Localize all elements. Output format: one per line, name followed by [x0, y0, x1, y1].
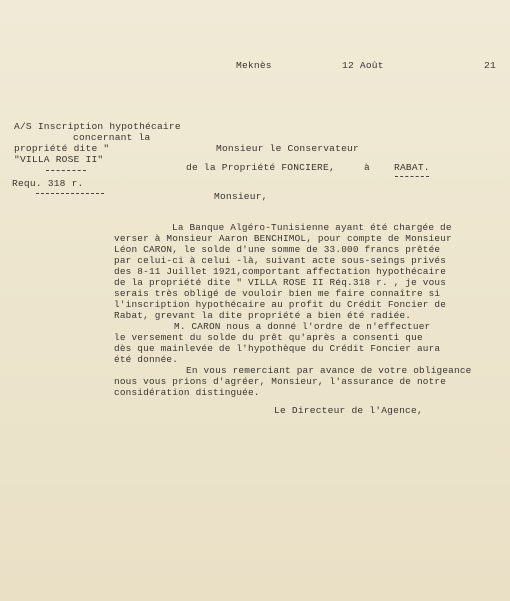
- body-line: des 8-11 Juillet 1921,comportant affectation hypothécaire: [114, 266, 447, 277]
- subject-line-1: A/S Inscription hypothécaire: [14, 121, 181, 132]
- header-year: 21: [484, 60, 496, 71]
- signature-line: Le Directeur de l'Agence,: [274, 405, 423, 416]
- body-line: Rabat, grevant la dite propriété a bien été radiée.: [114, 310, 412, 321]
- body-line: de la propriété dite " VILLA ROSE II Réq.318 r. , je vous: [114, 277, 447, 288]
- subject-line-4: "VILLA ROSE II": [14, 154, 104, 165]
- addressee-line-2b: à: [364, 162, 370, 173]
- subject-line-5: Requ. 318 r.: [12, 178, 84, 189]
- body-line: En vous remerciant par avance de votre obligeance: [186, 365, 472, 376]
- body-line: serais très obligé de vouloir bien me faire connaître si: [114, 288, 441, 299]
- addressee-line-2c: RABAT.: [394, 162, 430, 173]
- body-line: La Banque Algéro-Tunisienne ayant été chargée de: [172, 222, 452, 233]
- salutation: Monsieur,: [214, 191, 268, 202]
- subject-underline-short: [46, 170, 86, 171]
- addressee-line-2a: de la Propriété FONCIERE,: [186, 162, 335, 173]
- addressee-line-1: Monsieur le Conservateur: [216, 143, 359, 154]
- body-line: M. CARON nous a donné l'ordre de n'effectuer: [174, 321, 431, 332]
- subject-line-3: propriété dite ": [14, 143, 110, 154]
- body-line: nous vous prions d'agréer, Monsieur, l'assurance de notre: [114, 376, 447, 387]
- body-line: le versement du solde du prêt qu'après a consenti que: [114, 332, 423, 343]
- subject-underline-long: [36, 193, 104, 194]
- header-city: Meknès: [236, 60, 272, 71]
- body-line: l'inscription hypothécaire au profit du Crédit Foncier de: [114, 299, 447, 310]
- body-line: verser à Monsieur Aaron BENCHIMOL, pour compte de Monsieur: [114, 233, 452, 244]
- body-line: par celui-ci à celui -là, suivant acte sous-seings privés: [114, 255, 447, 266]
- body-line: Léon CARON, le solde d'une somme de 33.000 francs prêtée: [114, 244, 441, 255]
- body-line: considération distinguée.: [114, 387, 260, 398]
- addressee-underline: [395, 176, 429, 177]
- body-line: dès que mainlevée de l'hypothèque du Crédit Foncier aura: [114, 343, 441, 354]
- body-line: été donnée.: [114, 354, 179, 365]
- subject-line-2: concernant la: [73, 132, 151, 143]
- header-date: 12 Août: [342, 60, 384, 71]
